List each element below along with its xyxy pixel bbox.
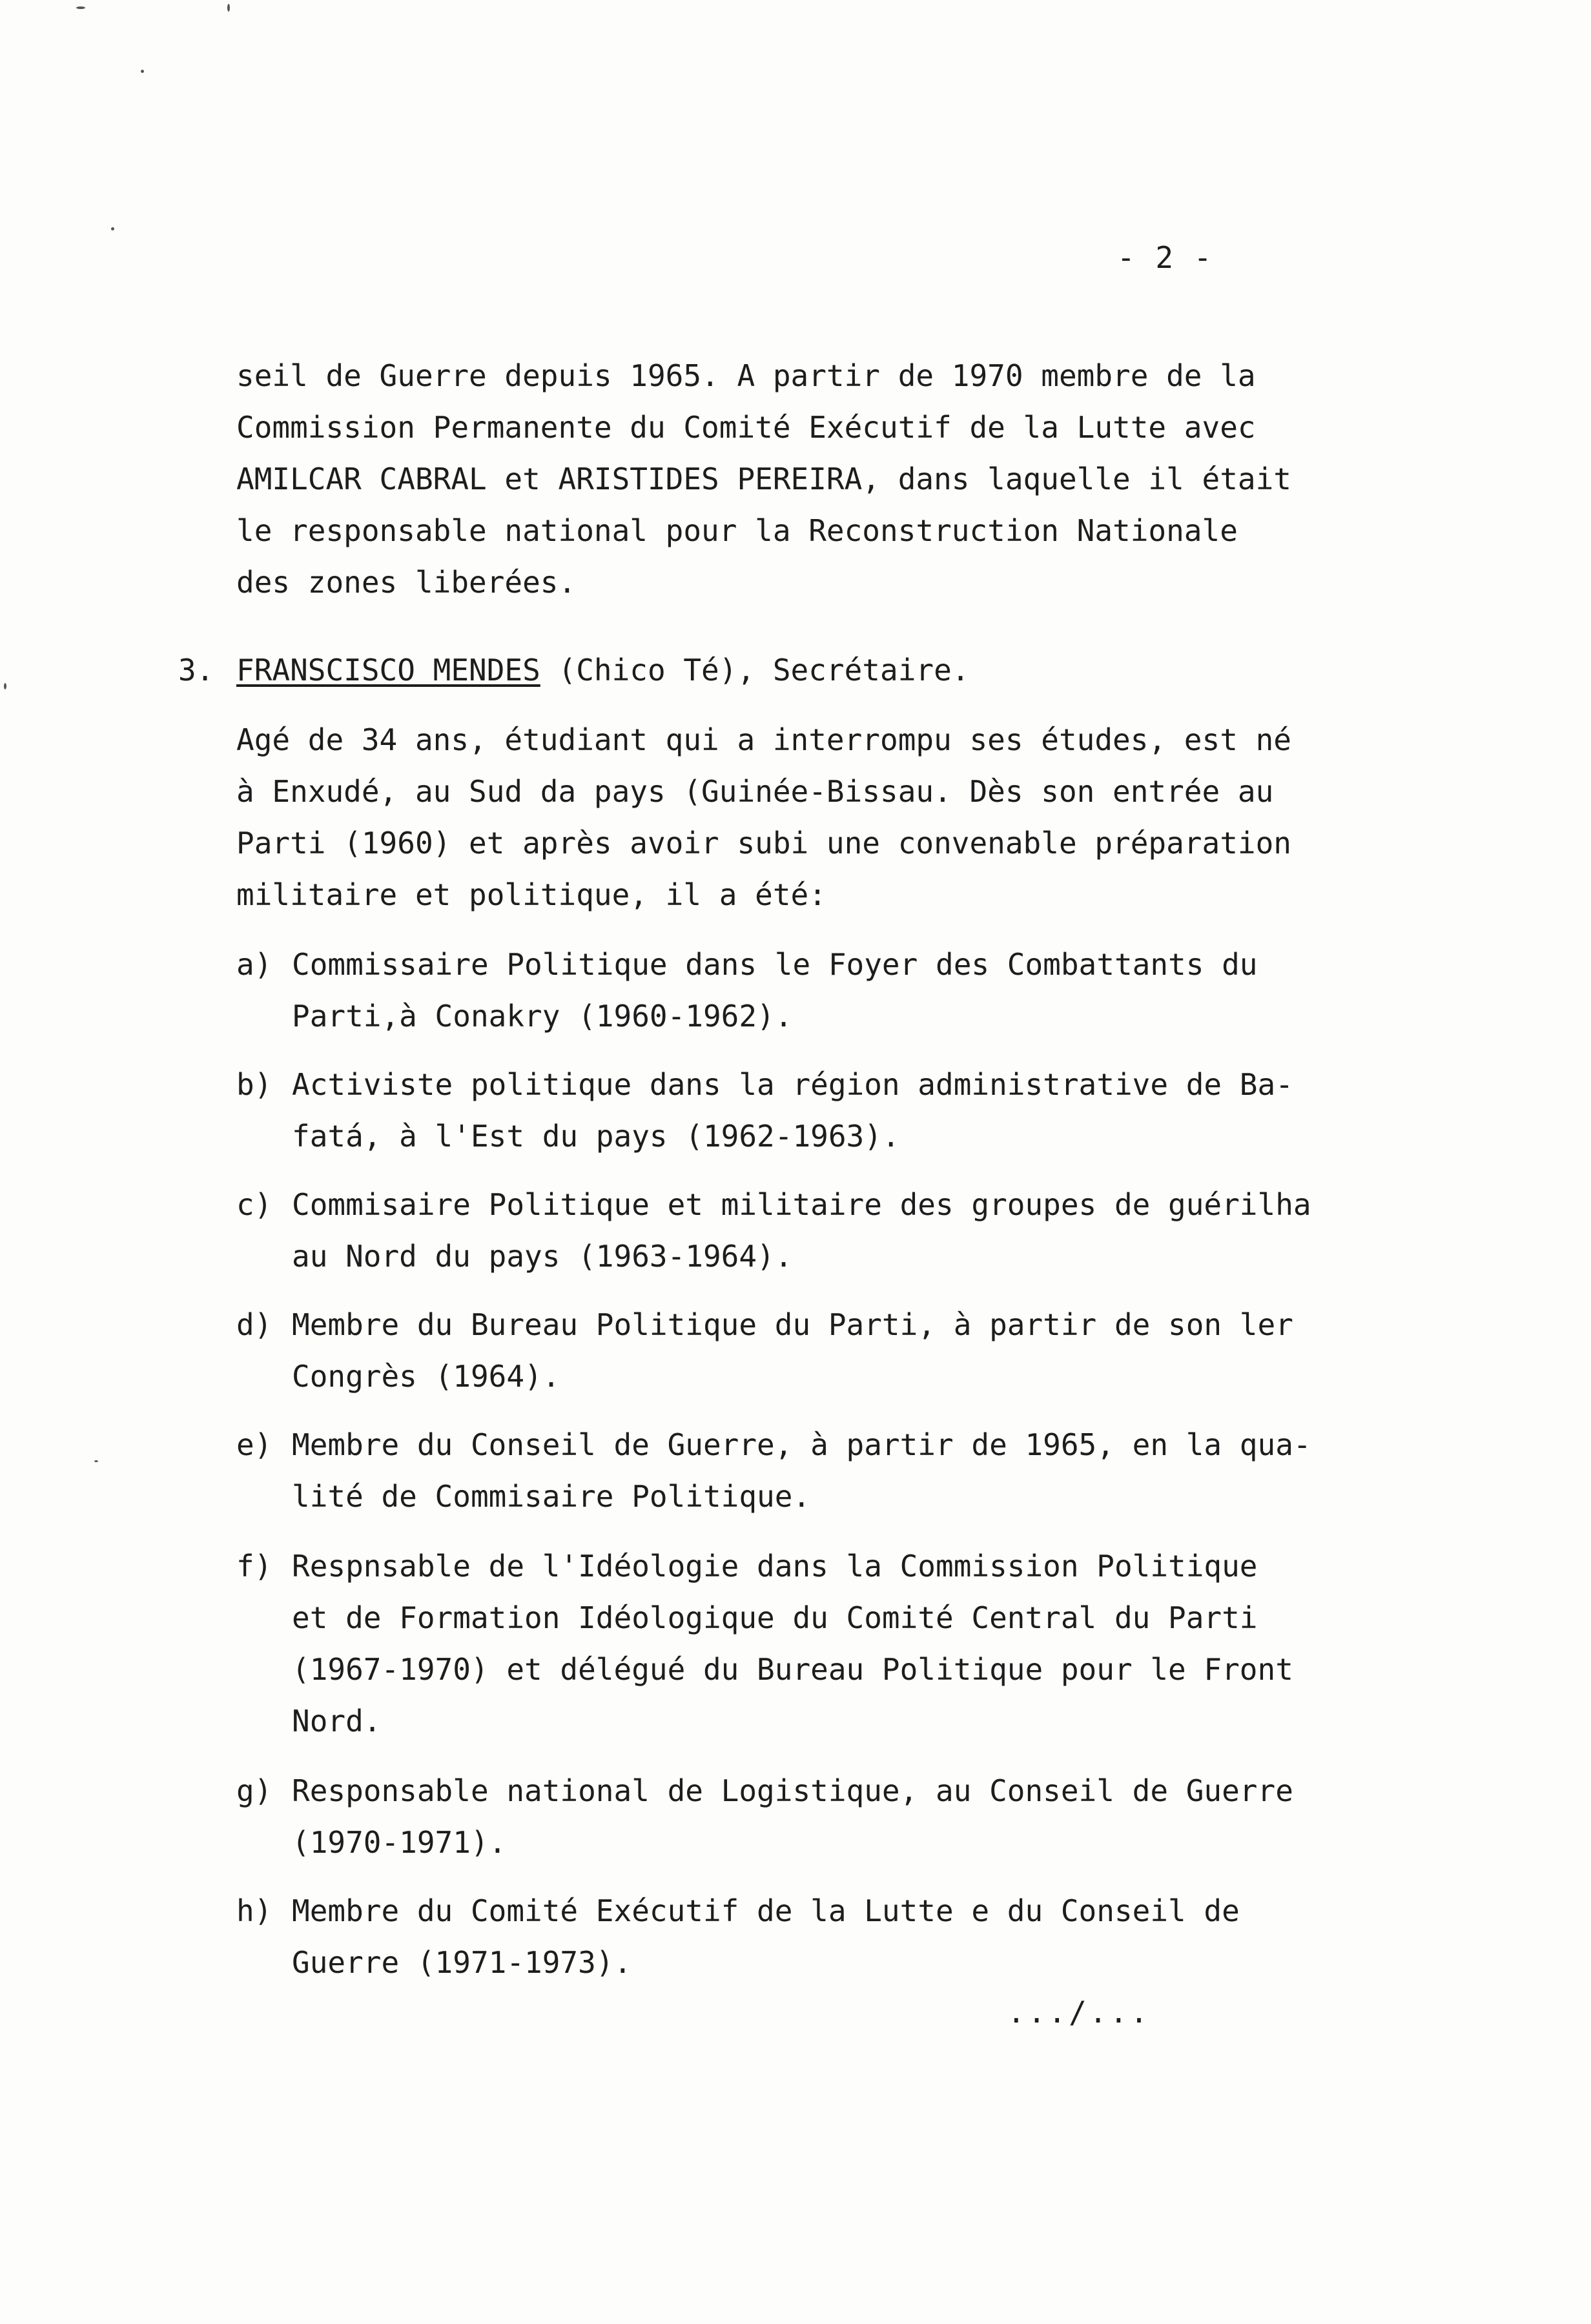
item-line: (1970-1971). xyxy=(292,1825,507,1860)
scan-speck xyxy=(111,227,114,230)
item-letter: g) xyxy=(236,1773,272,1808)
scan-speck xyxy=(227,4,230,12)
item-line: Membre du Bureau Politique du Parti, à partir de son ler xyxy=(292,1307,1293,1342)
scan-speck xyxy=(141,70,144,73)
scan-speck xyxy=(76,6,85,9)
item-line: au Nord du pays (1963-1964). xyxy=(292,1239,793,1274)
section-person-name: FRANSCISCO MENDES xyxy=(236,653,540,688)
intro-line: des zones liberées. xyxy=(236,565,577,600)
item-letter: c) xyxy=(236,1187,272,1222)
intro-line: seil de Guerre depuis 1965. A partir de 1970 membre de la xyxy=(236,358,1256,393)
item-line: Respnsable de l'Idéologie dans la Commission Politique xyxy=(292,1549,1258,1584)
continuation-marker: .../... xyxy=(1007,1995,1151,2030)
intro-line: AMILCAR CABRAL et ARISTIDES PEREIRA, dans laquelle il était xyxy=(236,462,1291,496)
item-letter: h) xyxy=(236,1893,272,1928)
item-line: Congrès (1964). xyxy=(292,1359,560,1394)
scan-speck xyxy=(4,683,6,689)
item-line: Guerre (1971-1973). xyxy=(292,1945,632,1980)
item-line: (1967-1970) et délégué du Bureau Politique pour le Front xyxy=(292,1652,1293,1687)
intro-line: le responsable national pour la Reconstruction Nationale xyxy=(236,513,1238,548)
section-heading xyxy=(236,651,969,689)
bio-line: militaire et politique, il a été: xyxy=(236,877,826,912)
item-letter: b) xyxy=(236,1067,272,1102)
item-line: Commisaire Politique et militaire des groupes de guérilha xyxy=(292,1187,1311,1222)
section-heading-rest: (Chico Té), Secrétaire. xyxy=(540,653,970,688)
item-line: et de Formation Idéologique du Comité Central du Parti xyxy=(292,1600,1258,1635)
item-line: Membre du Conseil de Guerre, à partir de 1965, en la qua- xyxy=(292,1427,1311,1462)
item-letter: f) xyxy=(236,1549,272,1584)
item-line: Parti,à Conakry (1960-1962). xyxy=(292,999,793,1034)
page-number: - 2 - xyxy=(1117,240,1213,275)
intro-line: Commission Permanente du Comité Exécutif de la Lutte avec xyxy=(236,410,1256,445)
scan-speck xyxy=(94,1460,98,1462)
item-line: Commissaire Politique dans le Foyer des Combattants du xyxy=(292,947,1258,982)
bio-line: Agé de 34 ans, étudiant qui a interrompu ses études, est né xyxy=(236,722,1291,757)
section-number: 3. xyxy=(178,653,214,688)
item-line: Responsable national de Logistique, au Conseil de Guerre xyxy=(292,1773,1293,1808)
item-letter: a) xyxy=(236,947,272,982)
item-letter: e) xyxy=(236,1427,272,1462)
bio-line: Parti (1960) et après avoir subi une convenable préparation xyxy=(236,826,1291,861)
item-line: lité de Commisaire Politique. xyxy=(292,1479,811,1514)
bio-line: à Enxudé, au Sud da pays (Guinée-Bissau. Dès son entrée au xyxy=(236,774,1274,809)
item-line: Activiste politique dans la région administrative de Ba- xyxy=(292,1067,1293,1102)
item-line: Nord. xyxy=(292,1704,382,1738)
item-line: Membre du Comité Exécutif de la Lutte e du Conseil de xyxy=(292,1893,1240,1928)
item-letter: d) xyxy=(236,1307,272,1342)
item-line: fatá, à l'Est du pays (1962-1963). xyxy=(292,1119,900,1154)
